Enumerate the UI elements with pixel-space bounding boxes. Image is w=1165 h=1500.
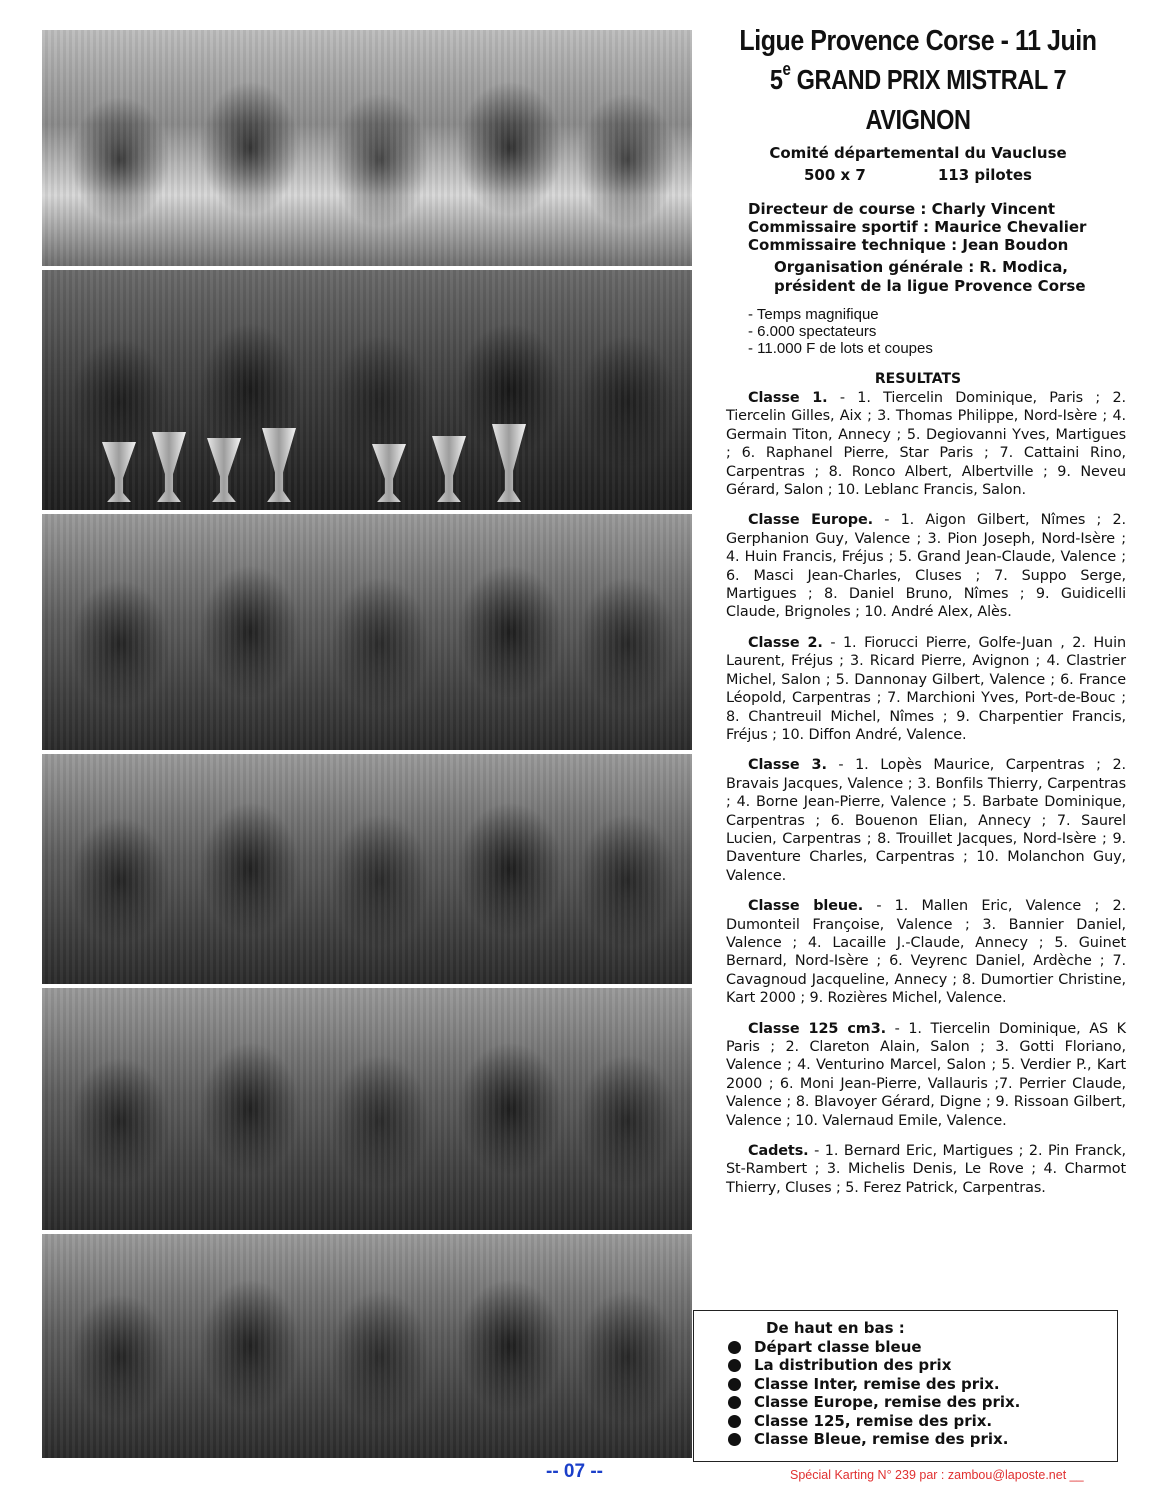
photo-classe-bleue-podium — [42, 1234, 692, 1458]
photo-caption-box — [693, 1310, 1118, 1462]
class-label: Classe Europe. — [748, 512, 874, 529]
bullet-dot-icon — [728, 1341, 741, 1354]
photo-start-classe-bleue — [42, 30, 692, 266]
caption-item — [728, 1393, 1117, 1411]
results-classe-125 — [726, 1020, 1126, 1130]
results-classe-3 — [726, 756, 1126, 885]
committee-line: Comité départemental du Vaucluse — [769, 144, 1067, 162]
results-classe-europe — [726, 511, 1126, 621]
caption-title: De haut en bas : — [766, 1319, 905, 1337]
photo-classe-inter-podium — [42, 514, 692, 750]
caption-item — [728, 1430, 1117, 1448]
class-label: Classe 2. — [748, 634, 823, 651]
bullet-dot-icon — [728, 1415, 741, 1428]
race-format: 500 x 7 — [803, 166, 866, 184]
title-event-name: GRAND PRIX MISTRAL 7 AVIGNON — [790, 64, 1067, 135]
class-label: Cadets. — [748, 1143, 809, 1160]
title-ordinal-suffix: e — [782, 59, 791, 79]
class-results: - 1. Bernard Eric, Martigues ; 2. Pin Franck, St-Rambert ; 3. Michelis Denis, Le Rove ; 4. Charmot Thierry, Cluses ; 5. Ferez Patrick, Carpentras. — [726, 1143, 1126, 1196]
caption-item-text: Départ classe bleue — [754, 1338, 922, 1356]
official-technical-commissioner: Commissaire technique : Jean Boudon — [748, 236, 1069, 254]
article-subtitle — [738, 60, 1098, 140]
bullet-dot-icon — [728, 1378, 741, 1391]
officials-list — [748, 200, 1132, 254]
page-number: -- 07 -- — [546, 1461, 603, 1482]
class-results: - 1. Fiorucci Pierre, Golfe-Juan , 2. Huin Laurent, Fréjus ; 3. Ricard Pierre, Avignon ; 4. Clastrier Michel, Salon ; 5. Dannonay Gilbert, Valence ; 6. France Léopold, Carpentras ; 7. Marchioni Yves, Port-de-Bouc ; 8. Chantreuil Michel, Nîmes ; 9. Charpentier Francis, Fréjus ; 10. Diffon André, Valence. — [726, 634, 1126, 743]
race-format-row — [704, 164, 1132, 186]
caption-item — [728, 1338, 1117, 1356]
organisation-line: Organisation générale : R. Modica, président de la ligue Provence Corse — [774, 258, 1086, 295]
results-classe-2 — [726, 634, 1126, 744]
caption-item-text: Classe Europe, remise des prix. — [754, 1393, 1021, 1412]
class-label: Classe 3. — [748, 757, 827, 774]
title-ordinal: 5 — [769, 64, 783, 95]
fact-prizes: - 11.000 F de lots et coupes — [748, 340, 1132, 357]
caption-item — [728, 1412, 1117, 1430]
driver-count: 113 pilotes — [937, 166, 1032, 184]
caption-item — [728, 1356, 1117, 1374]
bullet-dot-icon — [728, 1396, 741, 1409]
class-results: - 1. Aigon Gilbert, Nîmes ; 2. Gerphanion Guy, Valence ; 3. Pion Joseph, Nord-Isère ; 4. Huin Francis, Fréjus ; 5. Grand Jean-Claude, Valence ; 6. Masci Jean-Charles, Cluses ; 7. Suppo Serge, Martigues ; 8. Daniel Bruno, Nîmes ; 9. Guidicelli Claude, Brignoles ; 10. André Alex, Alès. — [726, 512, 1126, 621]
results-heading: RESULTATS — [874, 371, 962, 387]
photo-prize-distribution — [42, 270, 692, 510]
official-sporting-commissioner: Commissaire sportif : Maurice Chevalier — [748, 218, 1087, 236]
caption-item-text: Classe 125, remise des prix. — [754, 1411, 993, 1430]
photo-classe-europe-podium — [42, 754, 692, 984]
bullet-dot-icon — [728, 1359, 741, 1372]
footer-credit: Spécial Karting N° 239 par : zambou@laposte.net __ — [790, 1468, 1084, 1482]
photo-classe-125-podium — [42, 988, 692, 1230]
class-label: Classe 1. — [748, 390, 828, 406]
caption-item-text: La distribution des prix — [754, 1356, 952, 1375]
class-label: Classe bleue. — [748, 898, 864, 915]
article-column — [704, 22, 1132, 1197]
caption-item-text: Classe Bleue, remise des prix. — [754, 1430, 1009, 1449]
caption-item-text: Classe Inter, remise des prix. — [754, 1374, 1000, 1393]
class-results: - 1. Tiercelin Dominique, Paris ; 2. Tiercelin Gilles, Aix ; 3. Thomas Philippe, Nord-Isère ; 4. Germain Titon, Annecy ; 5. Degiovanni Yves, Martigues ; 6. Raphanel Pierre, Star Paris ; 7. Cattaini Rino, Carpentras ; 8. Ronco Albert, Albertville ; 9. Neveu Gérard, Salon ; 10. Leblanc Francis, Salon. — [726, 390, 1126, 499]
trophy-cups — [42, 412, 692, 502]
facts-list — [748, 306, 1132, 357]
bullet-dot-icon — [728, 1433, 741, 1446]
official-race-director: Directeur de course : Charly Vincent — [748, 200, 1056, 218]
article-title: Ligue Provence Corse - 11 Juin — [739, 25, 1097, 57]
class-results: - 1. Lopès Maurice, Carpentras ; 2. Bravais Jacques, Valence ; 3. Bonfils Thierry, Carpentras ; 4. Borne Jean-Pierre, Valence ; 5. Barbate Dominique, Carpentras ; 6. Bouenon Elian, Annecy ; 7. Saurel Lucien, Carpentras ; 8. Trouillet Jacques, Nord-Isère ; 9. Daventure Charles, Carpentras ; 10. Molanchon Guy, Valence. — [726, 757, 1126, 884]
results-classe-1 — [726, 389, 1126, 499]
fact-weather: - Temps magnifique — [748, 306, 1132, 323]
class-results: - 1. Tiercelin Dominique, AS K Paris ; 2. Clareton Alain, Salon ; 3. Gotti Floriano, Valence ; 4. Venturino Marcel, Salon ; 5. Verdier P., Kart 2000 ; 6. Moni Jean-Pierre, Vallauris ;7. Perrier Claude, Valence ; 8. Blavoyer Gérard, Digne ; 9. Rissoan Gilbert, Valence ; 10. Valernaud Emile, Valence. — [726, 1020, 1126, 1129]
caption-list — [694, 1338, 1117, 1448]
results-classe-bleue — [726, 897, 1126, 1007]
caption-item — [728, 1375, 1117, 1393]
fact-spectators: - 6.000 spectateurs — [748, 323, 1132, 340]
results-cadets — [726, 1142, 1126, 1197]
class-results: - 1. Mallen Eric, Valence ; 2. Dumonteil Françoise, Valence ; 3. Bannier Daniel, Valence ; 4. Lacaille J.-Claude, Annecy ; 5. Guinet Bernard, Nord-Isère ; 6. Veyrenc Daniel, Ardèche ; 7. Cavagnoud Jacqueline, Annecy ; 8. Dumortier Christine, Kart 2000 ; 9. Rozières Michel, Valence. — [726, 898, 1126, 1007]
class-label: Classe 125 cm3. — [748, 1020, 886, 1037]
photo-column — [42, 30, 692, 1462]
